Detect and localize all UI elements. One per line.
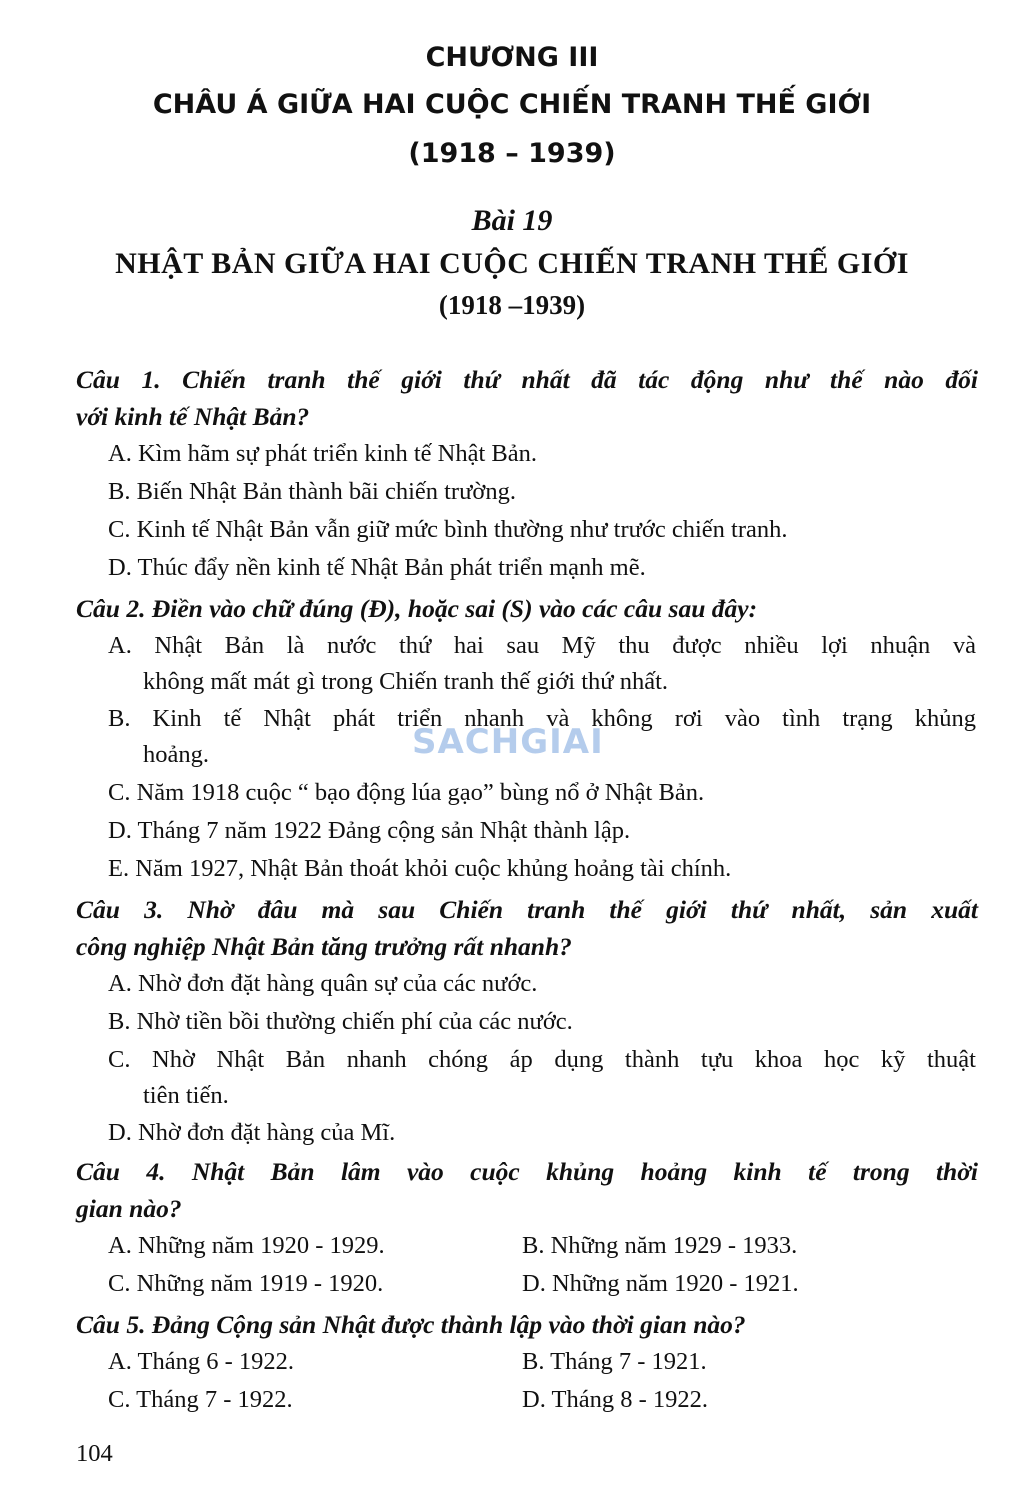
- question-4: [76, 1153, 978, 1227]
- q1-option-b: B. Biến Nhật Bản thành bãi chiến trường.: [108, 478, 516, 505]
- q3-option-c-line-2: tiên tiến.: [143, 1082, 229, 1109]
- chapter-years: (1918 – 1939): [408, 138, 616, 169]
- question-1-line-2: với kinh tế Nhật Bản?: [76, 402, 310, 431]
- q1-option-a: A. Kìm hãm sự phát triển kinh tế Nhật Bản.: [108, 440, 538, 467]
- q4-option-a: A. Những năm 1920 - 1929.: [108, 1232, 385, 1259]
- q5-option-a: A. Tháng 6 - 1922.: [108, 1348, 294, 1375]
- q5-option-c: C. Tháng 7 - 1922.: [108, 1386, 293, 1413]
- q4-option-d: D. Những năm 1920 - 1921.: [522, 1270, 799, 1297]
- q3-option-b: B. Nhờ tiền bồi thường chiến phí của các nước.: [108, 1008, 573, 1035]
- q1-option-c: C. Kinh tế Nhật Bản vẫn giữ mức bình thường như trước chiến tranh.: [108, 516, 788, 543]
- q4-option-b: B. Những năm 1929 - 1933.: [522, 1232, 798, 1259]
- question-4-line-2: gian nào?: [76, 1194, 182, 1223]
- q2-option-b-line-2: hoảng.: [143, 741, 209, 768]
- question-1-line-1: Câu 1. Chiến tranh thế giới thứ nhất đã tác động như thế nào đối: [76, 365, 978, 394]
- q2-option-c: C. Năm 1918 cuộc “ bạo động lúa gạo” bùng nổ ở Nhật Bản.: [108, 779, 705, 806]
- watermark-logo: SACHGIAI: [412, 722, 604, 762]
- q5-option-b: B. Tháng 7 - 1921.: [522, 1348, 707, 1375]
- question-5-line-1: Câu 5. Đảng Cộng sản Nhật được thành lập vào thời gian nào?: [76, 1310, 746, 1339]
- question-1: [76, 361, 978, 435]
- q2-option-e: E. Năm 1927, Nhật Bản thoát khỏi cuộc khủng hoảng tài chính.: [108, 855, 732, 882]
- q2-option-d: D. Tháng 7 năm 1922 Đảng cộng sản Nhật thành lập.: [108, 817, 631, 844]
- chapter-title: CHÂU Á GIỮA HAI CUỘC CHIẾN TRANH THẾ GIỚI: [152, 89, 872, 120]
- question-3-line-2: công nghiệp Nhật Bản tăng trưởng rất nhanh?: [76, 932, 572, 961]
- lesson-number: Bài 19: [471, 204, 553, 237]
- q3-option-c: [108, 1042, 976, 1114]
- lesson-title: NHẬT BẢN GIỮA HAI CUỘC CHIẾN TRANH THẾ GIỚI: [115, 247, 909, 280]
- question-5: [76, 1306, 978, 1343]
- q2-option-b: [108, 701, 976, 773]
- lesson-years: (1918 –1939): [438, 290, 586, 320]
- q3-option-d: D. Nhờ đơn đặt hàng của Mĩ.: [108, 1119, 396, 1146]
- q2-option-a-line-2: không mất mát gì trong Chiến tranh thế giới thứ nhất.: [143, 668, 669, 695]
- question-4-line-1: Câu 4. Nhật Bản lâm vào cuộc khủng hoảng kinh tế trong thời: [76, 1157, 978, 1186]
- q2-option-a: [108, 628, 976, 700]
- question-3-line-1: Câu 3. Nhờ đâu mà sau Chiến tranh thế giới thứ nhất, sản xuất: [76, 895, 978, 924]
- chapter-label: CHƯƠNG III: [425, 42, 599, 73]
- q4-option-c: C. Những năm 1919 - 1920.: [108, 1270, 384, 1297]
- question-3: [76, 891, 978, 965]
- q1-option-d: D. Thúc đẩy nền kinh tế Nhật Bản phát triển mạnh mẽ.: [108, 554, 646, 581]
- q2-option-a-line-1: A. Nhật Bản là nước thứ hai sau Mỹ thu được nhiều lợi nhuận và: [108, 632, 976, 659]
- question-2: [76, 590, 978, 627]
- page-number: 104: [76, 1440, 113, 1467]
- question-2-line-1: Câu 2. Điền vào chữ đúng (Đ), hoặc sai (S) vào các câu sau đây:: [76, 594, 758, 623]
- q3-option-a: A. Nhờ đơn đặt hàng quân sự của các nước.: [108, 970, 538, 997]
- q5-option-d: D. Tháng 8 - 1922.: [522, 1386, 708, 1413]
- q2-option-b-line-1: B. Kinh tế Nhật phát triển nhanh và không rơi vào tình trạng khủng: [108, 705, 976, 732]
- q3-option-c-line-1: C. Nhờ Nhật Bản nhanh chóng áp dụng thành tựu khoa học kỹ thuật: [108, 1046, 976, 1073]
